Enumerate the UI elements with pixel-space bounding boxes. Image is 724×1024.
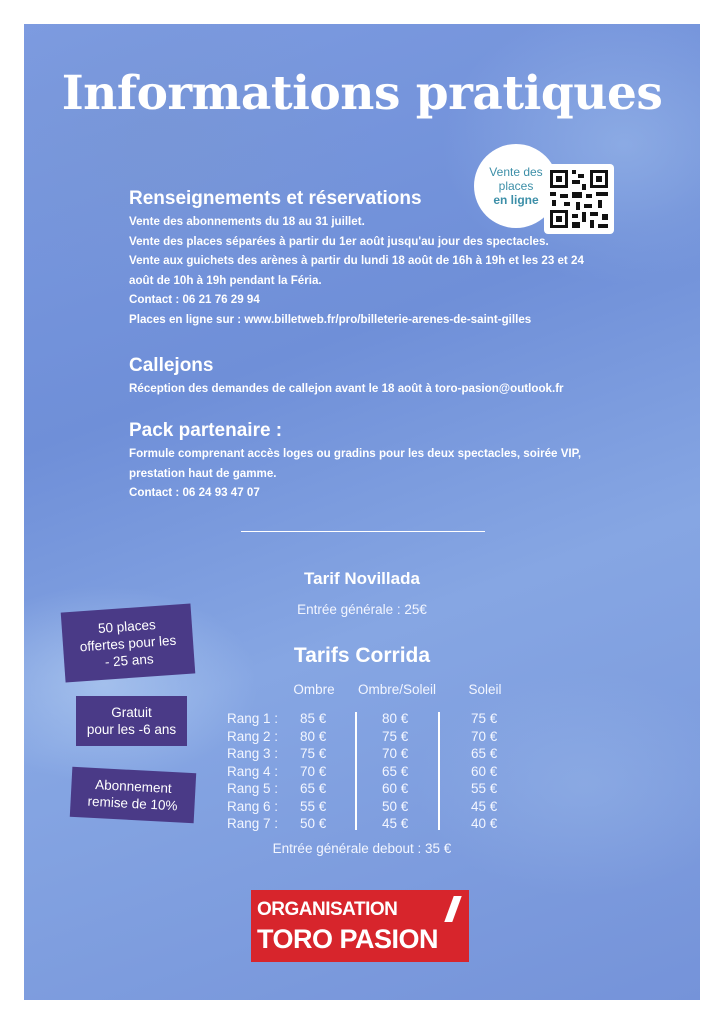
rang-label: Rang 6 : xyxy=(227,798,279,814)
column-soleil: Soleil xyxy=(468,682,502,697)
badge-line: pour les -6 ans xyxy=(86,722,177,737)
rang-label: Rang 5 : xyxy=(227,781,279,796)
divider xyxy=(241,531,485,532)
price-cell: 55 € xyxy=(300,798,327,814)
logo-line2: TORO PASION xyxy=(257,924,439,954)
reservations-line: Vente des places séparées à partir du 1er août jusqu'au jour des spectacles. xyxy=(129,234,549,248)
ombre-prices xyxy=(300,710,340,833)
logo-line1: ORGANISATION xyxy=(257,899,398,920)
toro-pasion-logo xyxy=(251,890,469,962)
rang-label: Rang 1 : xyxy=(227,711,279,726)
reservations-heading: Renseignements et réservations xyxy=(129,188,422,209)
column-ombre: Ombre xyxy=(293,682,335,697)
price-cell: 75 € xyxy=(471,711,498,726)
column-ombre-soleil: Ombre/Soleil xyxy=(357,682,437,697)
reservations-line: Vente aux guichets des arènes à partir du lundi 18 août de 16h à 19h et les 23 et 24 xyxy=(129,254,584,267)
table-divider xyxy=(355,712,357,830)
price-cell: 85 € xyxy=(300,711,327,726)
reservations-line: Vente des abonnements du 18 au 31 juillet. xyxy=(129,215,365,228)
price-cell: 80 € xyxy=(382,711,409,726)
badge-line: Gratuit xyxy=(111,705,152,720)
soleil-prices xyxy=(471,710,511,833)
rang-label: Rang 3 : xyxy=(227,746,279,761)
price-cell: 80 € xyxy=(300,728,327,744)
callejons-line: Réception des demandes de callejon avant le 18 août à toro-pasion@outlook.fr xyxy=(129,382,564,395)
price-cell: 75 € xyxy=(382,728,409,744)
table-divider xyxy=(438,712,440,830)
price-cell: 50 € xyxy=(300,816,327,831)
novillada-heading: Tarif Novillada xyxy=(304,569,420,588)
badge-under-25 xyxy=(61,604,196,683)
online-sales-line3: en ligne xyxy=(493,193,539,207)
ombre-soleil-prices xyxy=(382,710,422,833)
reservations-contact: Contact : 06 21 76 29 94 xyxy=(129,293,260,306)
badge-line: offertes pour les xyxy=(79,632,177,654)
price-cell: 40 € xyxy=(471,816,498,831)
logo-slash-icon xyxy=(444,896,461,922)
price-cell: 70 € xyxy=(382,746,409,761)
pack-line: prestation haut de gamme. xyxy=(129,466,277,480)
price-cell: 70 € xyxy=(471,728,498,744)
badge-line: 50 places xyxy=(97,616,157,636)
rang-label: Rang 2 : xyxy=(227,728,279,744)
price-cell: 55 € xyxy=(471,781,498,796)
pack-line: Formule comprenant accès loges ou gradins pour les deux spectacles, soirée VIP, xyxy=(129,447,582,460)
price-cell: 75 € xyxy=(300,746,327,761)
price-cell: 60 € xyxy=(382,781,409,796)
price-cell: 65 € xyxy=(471,746,498,761)
price-cell: 60 € xyxy=(471,763,498,779)
online-sales-line2: places xyxy=(498,179,534,193)
reservations-text xyxy=(129,212,599,329)
badge-line: Abonnement xyxy=(94,777,173,797)
pack-contact: Contact : 06 24 93 47 07 xyxy=(129,486,260,499)
badge-line: - 25 ans xyxy=(104,650,155,670)
rang-label: Rang 4 : xyxy=(227,763,279,779)
callejons-heading: Callejons xyxy=(129,355,214,376)
page-title: Informations pratiques xyxy=(61,66,663,121)
callejons-text xyxy=(129,379,599,399)
badge-free-under-6 xyxy=(76,696,187,746)
rang-label: Rang 7 : xyxy=(227,816,279,831)
price-cell: 45 € xyxy=(471,798,498,814)
rang-column xyxy=(227,710,293,833)
price-cell: 65 € xyxy=(300,781,327,796)
price-cell: 70 € xyxy=(300,763,327,779)
online-sales-line1: Vente des xyxy=(489,165,543,179)
pack-text xyxy=(129,444,599,503)
price-cell: 50 € xyxy=(382,798,409,814)
poster xyxy=(24,24,700,1000)
corrida-heading: Tarifs Corrida xyxy=(293,644,431,667)
reservations-online-link[interactable]: Places en ligne sur : www.billetweb.fr/pro/billeterie-arenes-de-saint-gilles xyxy=(129,312,532,326)
price-cell: 65 € xyxy=(382,763,409,779)
pack-heading: Pack partenaire : xyxy=(129,420,283,441)
novillada-price: Entrée générale : 25€ xyxy=(297,602,427,617)
reservations-line: août de 10h à 19h pendant la Féria. xyxy=(129,273,322,287)
badge-line: remise de 10% xyxy=(87,793,178,814)
price-cell: 45 € xyxy=(382,816,409,831)
badge-subscription xyxy=(70,767,196,823)
standing-price: Entrée générale debout : 35 € xyxy=(272,841,452,856)
